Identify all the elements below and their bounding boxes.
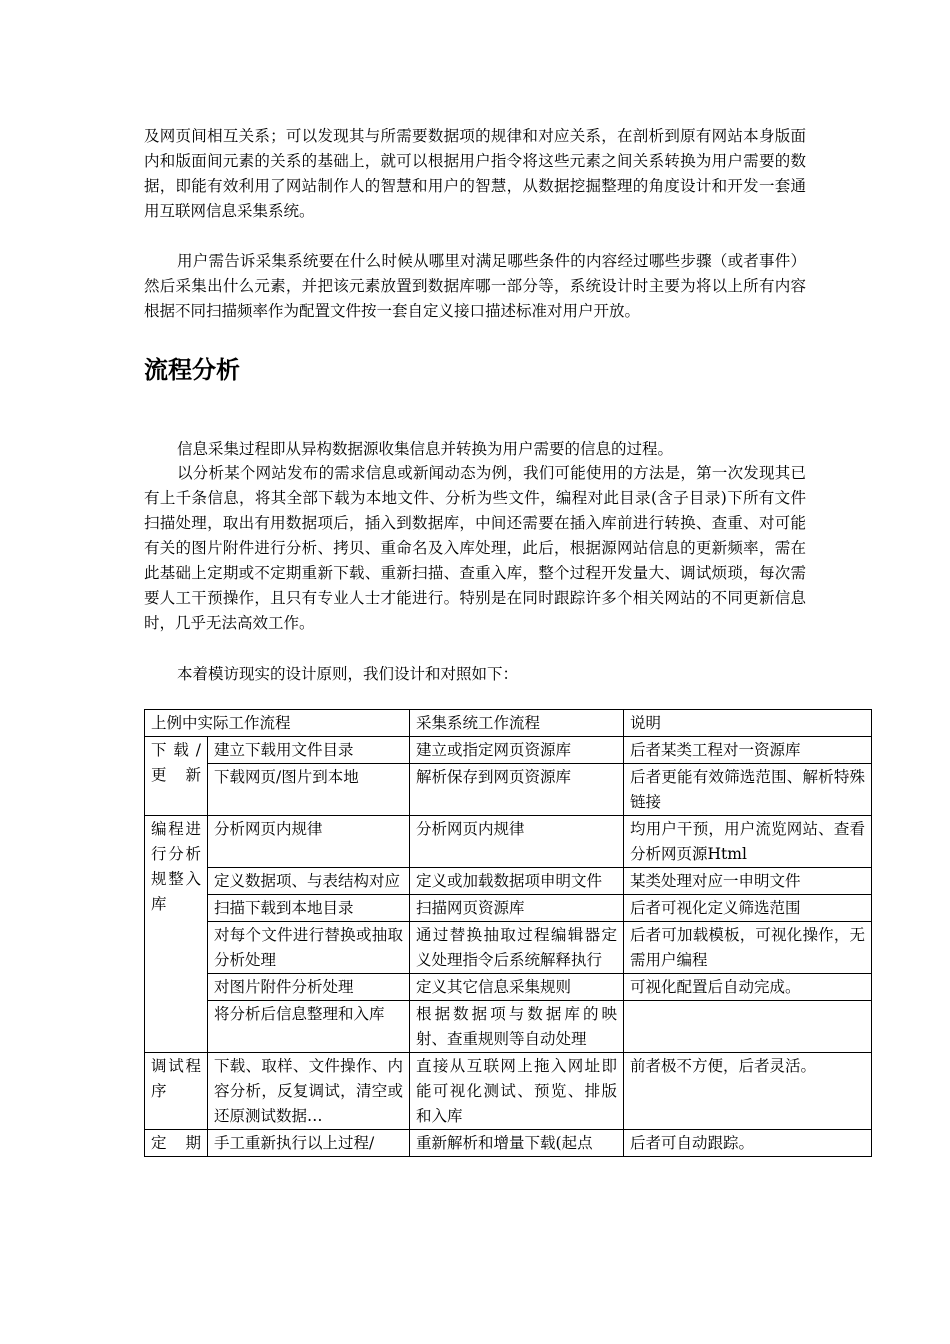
stage-download: 下载/更新 bbox=[145, 737, 208, 816]
table-row bbox=[145, 816, 872, 868]
cell-note: 前者极不方便，后者灵活。 bbox=[624, 1053, 872, 1130]
paragraph-process-definition: 信息采集过程即从异构数据源收集信息并转换为用户需要的信息的过程。 bbox=[177, 440, 674, 458]
table-header-row bbox=[145, 710, 872, 737]
stage-debug: 调试程序 bbox=[145, 1053, 208, 1130]
stage-analyze: 编程进行分析规整入库 bbox=[145, 816, 208, 1053]
table-row bbox=[145, 764, 872, 816]
table-row bbox=[145, 974, 872, 1001]
cell-system: 定义或加载数据项申明文件 bbox=[410, 868, 624, 895]
cell-actual: 对图片附件分析处理 bbox=[208, 974, 410, 1001]
cell-system: 定义其它信息采集规则 bbox=[410, 974, 624, 1001]
header-note: 说明 bbox=[624, 710, 872, 737]
table-row bbox=[145, 895, 872, 922]
cell-note: 某类处理对应一申明文件 bbox=[624, 868, 872, 895]
cell-actual: 对每个文件进行替换或抽取分析处理 bbox=[208, 922, 410, 974]
cell-note: 后者某类工程对一资源库 bbox=[624, 737, 872, 764]
stage-periodic: 定期 bbox=[145, 1130, 208, 1157]
cell-note: 后者更能有效筛选范围、解析特殊链接 bbox=[624, 764, 872, 816]
cell-note: 均用户干预，用户流览网站、查看分析网页源Html bbox=[624, 816, 872, 868]
cell-actual: 手工重新执行以上过程/ bbox=[208, 1130, 410, 1157]
cell-note: 后者可视化定义筛选范围 bbox=[624, 895, 872, 922]
cell-actual: 定义数据项、与表结构对应 bbox=[208, 868, 410, 895]
cell-note: 后者可自动跟踪。 bbox=[624, 1130, 872, 1157]
table-row bbox=[145, 1001, 872, 1053]
cell-actual: 下载网页/图片到本地 bbox=[208, 764, 410, 816]
cell-system: 重新解析和增量下载(起点 bbox=[410, 1130, 624, 1157]
cell-system: 直接从互联网上拖入网址即能可视化测试、预览、排版和入库 bbox=[410, 1053, 624, 1130]
paragraph-user-config: 用户需告诉采集系统要在什么时候从哪里对满足哪些条件的内容经过哪些步骤（或者事件）然后采集出什么元素，并把该元素放置到数据库哪一部分等，系统设计时主要为将以上所有内容根据不同扫描频率作为配置文件按一套自定义接口描述标准对用户开放。 bbox=[144, 252, 806, 320]
cell-system: 通过替换抽取过程编辑器定义处理指令后系统解释执行 bbox=[410, 922, 624, 974]
cell-system: 扫描网页资源库 bbox=[410, 895, 624, 922]
cell-system: 分析网页内规律 bbox=[410, 816, 624, 868]
cell-actual: 扫描下载到本地目录 bbox=[208, 895, 410, 922]
header-actual-process: 上例中实际工作流程 bbox=[145, 710, 410, 737]
comparison-table bbox=[144, 709, 872, 1157]
paragraph-example: 以分析某个网站发布的需求信息或新闻动态为例，我们可能使用的方法是，第一次发现其已有上千条信息，将其全部下载为本地文件、分析为些文件，编程对此目录(含子目录)下所有文件扫描处理，取出有用数据项后，插入到数据库，中间还需要在插入库前进行转换、查重、对可能有关的图片附件进行分析、拷贝、重命名及入库处理，此后，根据源网站信息的更新频率，需在此基础上定期或不定期重新下载、重新扫描、查重入库，整个过程开发量大、调试烦琐，每次需要人工干预操作，且只有专业人士才能进行。特别是在同时跟踪许多个相关网站的不同更新信息时，几乎无法高效工作。 bbox=[144, 464, 806, 632]
cell-actual: 建立下载用文件目录 bbox=[208, 737, 410, 764]
cell-actual: 分析网页内规律 bbox=[208, 816, 410, 868]
cell-note: 后者可加载模板，可视化操作，无需用户编程 bbox=[624, 922, 872, 974]
cell-system: 根据数据项与数据库的映射、查重规则等自动处理 bbox=[410, 1001, 624, 1053]
cell-system: 建立或指定网页资源库 bbox=[410, 737, 624, 764]
table-row bbox=[145, 1053, 872, 1130]
header-system-process: 采集系统工作流程 bbox=[410, 710, 624, 737]
cell-actual: 下载、取样、文件操作、内容分析，反复调试，清空或还原测试数据… bbox=[208, 1053, 410, 1130]
paragraph-intro-continued: 及网页间相互关系；可以发现其与所需要数据项的规律和对应关系，在剖析到原有网站本身版面内和版面间元素的关系的基础上，就可以根据用户指令将这些元素之间关系转换为用户需要的数据，即能有效利用了网站制作人的智慧和用户的智慧，从数据挖掘整理的角度设计和开发一套通用互联网信息采集系统。 bbox=[144, 127, 806, 220]
table-row bbox=[145, 1130, 872, 1157]
cell-note: 可视化配置后自动完成。 bbox=[624, 974, 872, 1001]
cell-system: 解析保存到网页资源库 bbox=[410, 764, 624, 816]
cell-note bbox=[624, 1001, 872, 1053]
table-row bbox=[145, 922, 872, 974]
section-heading: 流程分析 bbox=[144, 356, 240, 384]
table-row bbox=[145, 868, 872, 895]
table-row bbox=[145, 737, 872, 764]
cell-actual: 将分析后信息整理和入库 bbox=[208, 1001, 410, 1053]
paragraph-comparison-intro: 本着模访现实的设计原则，我们设计和对照如下： bbox=[177, 665, 519, 683]
